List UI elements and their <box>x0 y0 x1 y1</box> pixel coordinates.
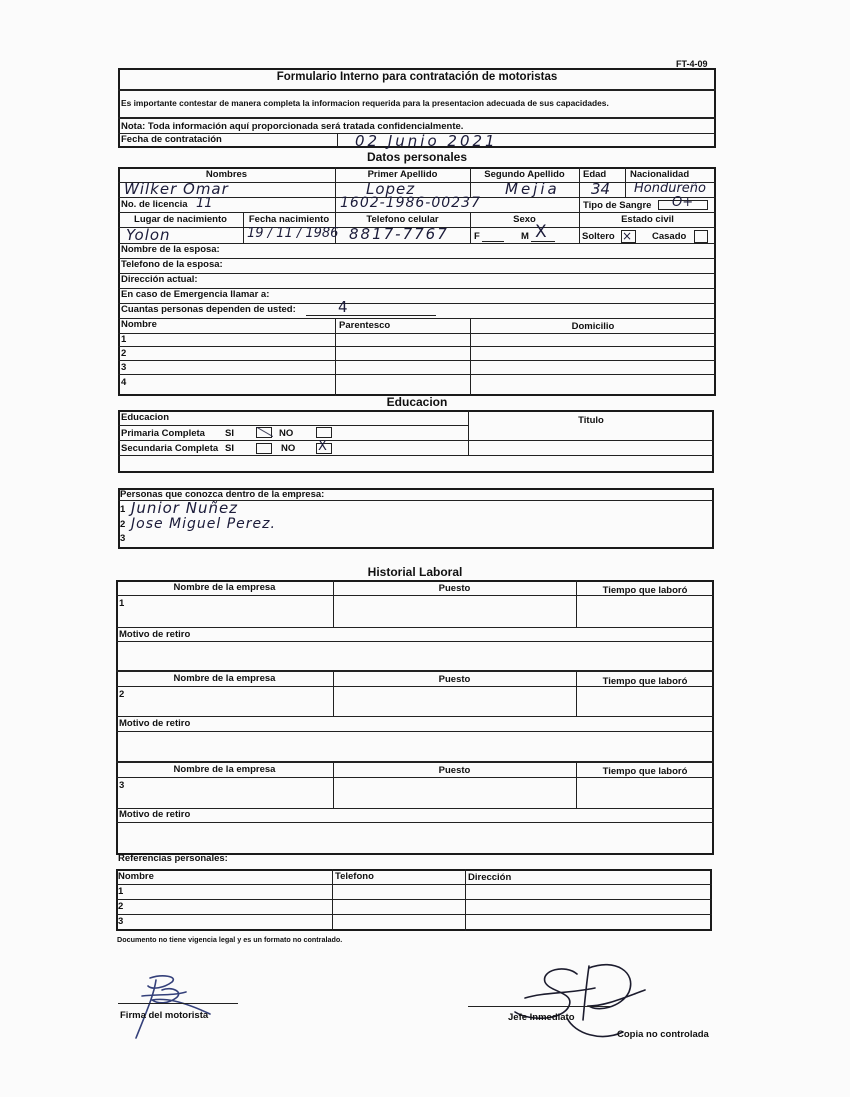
dep-row-1: 1 <box>121 334 127 345</box>
copia-label: Copia no controlada <box>617 1029 709 1040</box>
edu-col-educacion: Educacion <box>121 412 170 423</box>
lugar-value[interactable]: Yolon <box>126 226 171 244</box>
sexo-m-label: M <box>521 231 529 242</box>
referencias-label: Referencias personales: <box>118 853 228 864</box>
sexo-f-label: F <box>474 231 480 242</box>
hist-3-motivo: Motivo de retiro <box>119 809 191 820</box>
hist-3-col-empresa: Nombre de la empresa <box>173 764 276 775</box>
jefe-signature-line[interactable] <box>468 1006 610 1007</box>
hist-2-col-puesto: Puesto <box>438 674 471 685</box>
edu-col-titulo: Titulo <box>578 415 604 426</box>
nacionalidad-value[interactable]: Hondureño <box>634 181 706 196</box>
personas-label: Personas que conozca dentro de la empresa: <box>120 489 325 500</box>
fecha-value[interactable]: 19 / 11 / 1986 <box>247 226 339 241</box>
hire-date-value[interactable]: 02 Junio 2021 <box>355 132 498 150</box>
secundaria-no-label: NO <box>281 443 296 454</box>
licencia-number[interactable]: 1602-1986-00237 <box>340 195 481 211</box>
ref-col-nombre: Nombre <box>118 871 154 882</box>
soltero-mark: × <box>622 229 633 243</box>
ref-row-1: 1 <box>118 886 124 897</box>
hist-2-col-tiempo: Tiempo que laboró <box>602 676 688 687</box>
col-edad: Edad <box>583 169 607 180</box>
primaria-si-mark <box>257 427 273 437</box>
ref-col-telefono: Telefono <box>335 871 374 882</box>
col-nacionalidad: Nacionalidad <box>630 169 690 180</box>
dep-row-4: 4 <box>121 377 127 388</box>
casado-checkbox[interactable] <box>694 230 708 243</box>
historial-title: Historial Laboral <box>367 565 463 579</box>
persona-row-1-name[interactable]: Junior Nuñez <box>131 499 239 517</box>
segundo-apellido-value[interactable]: Mejia <box>505 180 560 198</box>
licencia-prefix[interactable]: 11 <box>196 196 213 211</box>
edad-value[interactable]: 34 <box>591 180 611 198</box>
ref-col-direccion: Dirección <box>468 872 512 883</box>
hist-1-motivo: Motivo de retiro <box>119 629 191 640</box>
secundaria-label: Secundaria Completa <box>121 443 219 454</box>
col-estado-civil: Estado civil <box>621 214 674 225</box>
col-sexo: Sexo <box>513 214 536 225</box>
jefe-label: Jefe Inmediato <box>508 1012 575 1023</box>
firma-motorista-label: Firma del motorista <box>120 1010 209 1021</box>
primaria-si-label: SI <box>225 428 234 439</box>
hire-date-label: Fecha de contratación <box>121 134 222 145</box>
hist-2-number: 2 <box>119 689 125 700</box>
referencias-table <box>116 869 712 931</box>
dep-row-3: 3 <box>121 362 127 373</box>
primaria-no-label: NO <box>279 428 294 439</box>
soltero-label: Soltero <box>582 231 615 242</box>
sexo-f-line[interactable] <box>482 241 504 242</box>
casado-label: Casado <box>652 231 687 242</box>
telefono-value[interactable]: 8817-7767 <box>349 225 449 243</box>
col-segundo-apellido: Segundo Apellido <box>484 169 565 180</box>
datos-personales-title: Datos personales <box>366 150 468 164</box>
form-title: Formulario Interno para contratación de motoristas <box>276 71 558 83</box>
col-telefono: Telefono celular <box>366 214 439 225</box>
hist-1-col-tiempo: Tiempo que laboró <box>602 585 688 596</box>
esposa-tel-label: Telefono de la esposa: <box>121 259 223 270</box>
hist-2-motivo: Motivo de retiro <box>119 718 191 729</box>
dependientes-label: Cuantas personas dependen de usted: <box>121 304 296 315</box>
col-primer-apellido: Primer Apellido <box>367 169 438 180</box>
emergencia-label: En caso de Emergencia llamar a: <box>121 289 270 300</box>
secundaria-no-mark: X <box>318 439 327 454</box>
col-fecha-nac: Fecha nacimiento <box>248 214 330 225</box>
primaria-no-checkbox[interactable] <box>316 427 332 438</box>
hist-3-col-puesto: Puesto <box>438 765 471 776</box>
sangre-label: Tipo de Sangre <box>583 200 652 211</box>
dependientes-line[interactable] <box>306 315 436 316</box>
hist-1-col-empresa: Nombre de la empresa <box>173 582 276 593</box>
persona-row-1-num: 1 <box>120 504 126 515</box>
dependientes-value: 4 <box>338 298 348 316</box>
dep-col-parentesco: Parentesco <box>339 320 391 331</box>
disclaimer: Documento no tiene vigencia legal y es un formato no contralado. <box>117 935 343 944</box>
hist-2-col-empresa: Nombre de la empresa <box>173 673 276 684</box>
primer-apellido-value[interactable]: Lopez <box>366 180 416 198</box>
secundaria-si-checkbox[interactable] <box>256 443 272 454</box>
col-lugar: Lugar de nacimiento <box>134 214 227 225</box>
primaria-label: Primaria Completa <box>121 428 205 439</box>
ref-row-2: 2 <box>118 901 124 912</box>
direccion-label: Dirección actual: <box>121 274 198 285</box>
dep-row-2: 2 <box>121 348 127 359</box>
nombres-value[interactable]: Wilker Omar <box>124 180 229 198</box>
col-nombres: Nombres <box>205 169 248 180</box>
historial-table <box>116 580 714 855</box>
sangre-value: O+ <box>672 195 694 210</box>
persona-row-2-num: 2 <box>120 519 126 530</box>
hist-1-number: 1 <box>119 598 125 609</box>
persona-row-3-num: 3 <box>120 533 126 544</box>
hist-1-col-puesto: Puesto <box>438 583 471 594</box>
confidential-note: Nota: Toda información aquí proporcionada será tratada confidencialmente. <box>121 121 464 132</box>
dep-col-nombre: Nombre <box>121 319 157 330</box>
educacion-title: Educacion <box>386 395 448 409</box>
form-code: FT-4-09 <box>676 59 708 69</box>
sexo-m-mark: X <box>535 222 547 242</box>
intro-text: Es importante contestar de manera completa la informacion requerida para la presentacion adecuada de sus capacidades. <box>121 98 609 108</box>
persona-row-2-name[interactable]: Jose Miguel Perez. <box>131 516 276 532</box>
hist-3-number: 3 <box>119 780 125 791</box>
esposa-nombre-label: Nombre de la esposa: <box>121 244 220 255</box>
motorista-signature-line[interactable] <box>118 1003 238 1004</box>
dep-col-domicilio: Domicilio <box>571 321 615 332</box>
licencia-label: No. de licencia <box>121 199 188 210</box>
ref-row-3: 3 <box>118 916 124 927</box>
hist-3-col-tiempo: Tiempo que laboró <box>602 766 688 777</box>
motorista-signature <box>112 968 222 1043</box>
secundaria-si-label: SI <box>225 443 234 454</box>
